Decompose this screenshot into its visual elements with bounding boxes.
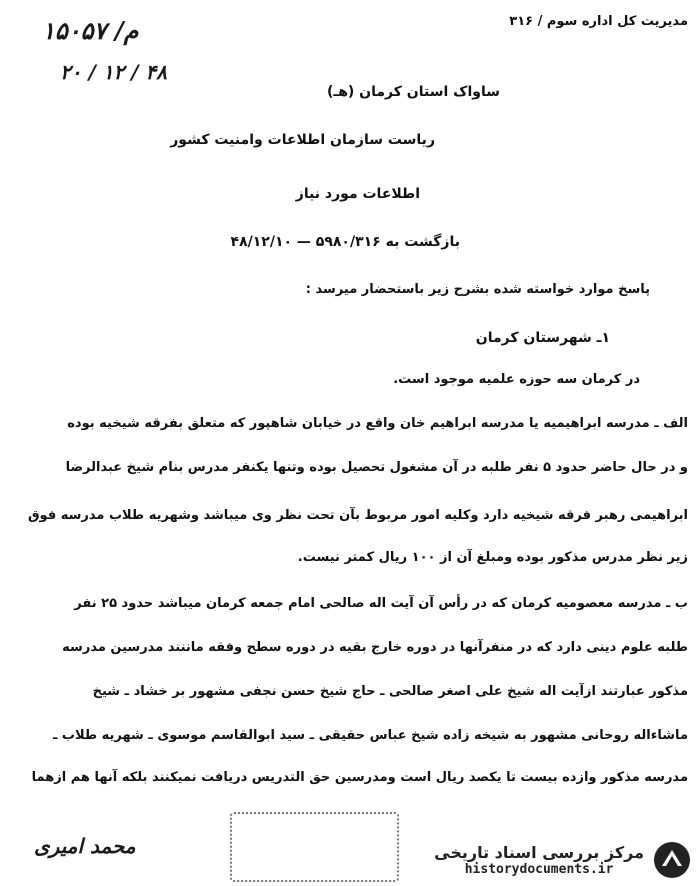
archive-logo-icon bbox=[652, 840, 692, 880]
reference-line: بازگشت به ۵۹۸۰/۳۱۶ — ۴۸/۱۲/۱۰ bbox=[230, 234, 460, 250]
body-line: زیر نظر مدرس مذکور بوده ومبلغ آن از ۱۰۰ ریال کمتر نیست. bbox=[297, 550, 688, 565]
subject-line: اطلاعات مورد نیاز bbox=[295, 186, 420, 202]
watermark bbox=[434, 840, 692, 880]
body-line: در کرمان سه حوزه علمیه موجود است. bbox=[393, 372, 640, 387]
handwritten-date: ۲۰ / ۱۲ / ۴۸ bbox=[60, 60, 167, 84]
body-line: طلبه علوم دینی دارد که در منفرآنها در دوره خارج بقیه در دوره سطح وفقه ماننند مدرسین مدرسه bbox=[62, 640, 688, 655]
body-line: الف ـ مدرسه ابراهیمیه یا مدرسه ابراهیم خان واقع در خیابان شاهپور که متعلق بفرقه شیخیه بوده bbox=[67, 416, 688, 431]
stamp-box bbox=[230, 812, 399, 882]
intro-line: پاسخ موارد خواسته شده بشرح زیر باستحضار میرسد : bbox=[305, 282, 650, 297]
watermark-title: مرکز بررسی اسناد تاریخی bbox=[434, 843, 644, 862]
body-line: ابراهیمی رهبر فرقه شیخیه دارد وکلیه امور مربوط بآن تحت نظر وی میباشد وشهریه طلاب مدرسه فوق bbox=[27, 508, 688, 523]
signature: محمد امیری bbox=[34, 834, 136, 858]
section-heading: ۱ـ شهرستان کرمان bbox=[475, 330, 610, 346]
from-line: ساواک استان کرمان (هـ) bbox=[327, 84, 500, 100]
dept-line: مدیریت کل اداره سوم / ۳۱۶ bbox=[509, 14, 688, 29]
handwritten-number: ۱۵۰۵۷ /م bbox=[42, 16, 139, 45]
body-line: ب ـ مدرسه معصومیه کرمان که در رأس آن آیت اله صالحی امام جمعه کرمان میباشد حدود ۲۵ نفر bbox=[74, 596, 688, 611]
body-line: ماشاءاله روحانی مشهور به شیخه زاده شیخ عباس حقیقی ـ سید ابوالقاسم موسوی ـ شهریه طلاب ـ bbox=[52, 728, 688, 743]
body-line: مدرسه مذکور وازده بیست تا یکصد ریال است ومدرسین حق التدریس دریافت نمیکنند بلکه آنها هم ازهما bbox=[31, 770, 688, 785]
to-line: ریاست سازمان اطلاعات وامنیت کشور bbox=[170, 132, 435, 148]
watermark-url: historydocuments.ir bbox=[464, 862, 614, 877]
body-line: و در حال حاضر حدود ۵ نفر طلبه در آن مشغول تحصیل بوده وتنها یکنفر مدرس بنام شیخ عبدالرضا bbox=[65, 460, 688, 475]
body-line: مذکور عبارتند ازآیت اله شیخ علی اصغر صالحی ـ حاج شیخ حسن نجفی مشهور بر خشاد ـ شیخ bbox=[92, 684, 688, 699]
